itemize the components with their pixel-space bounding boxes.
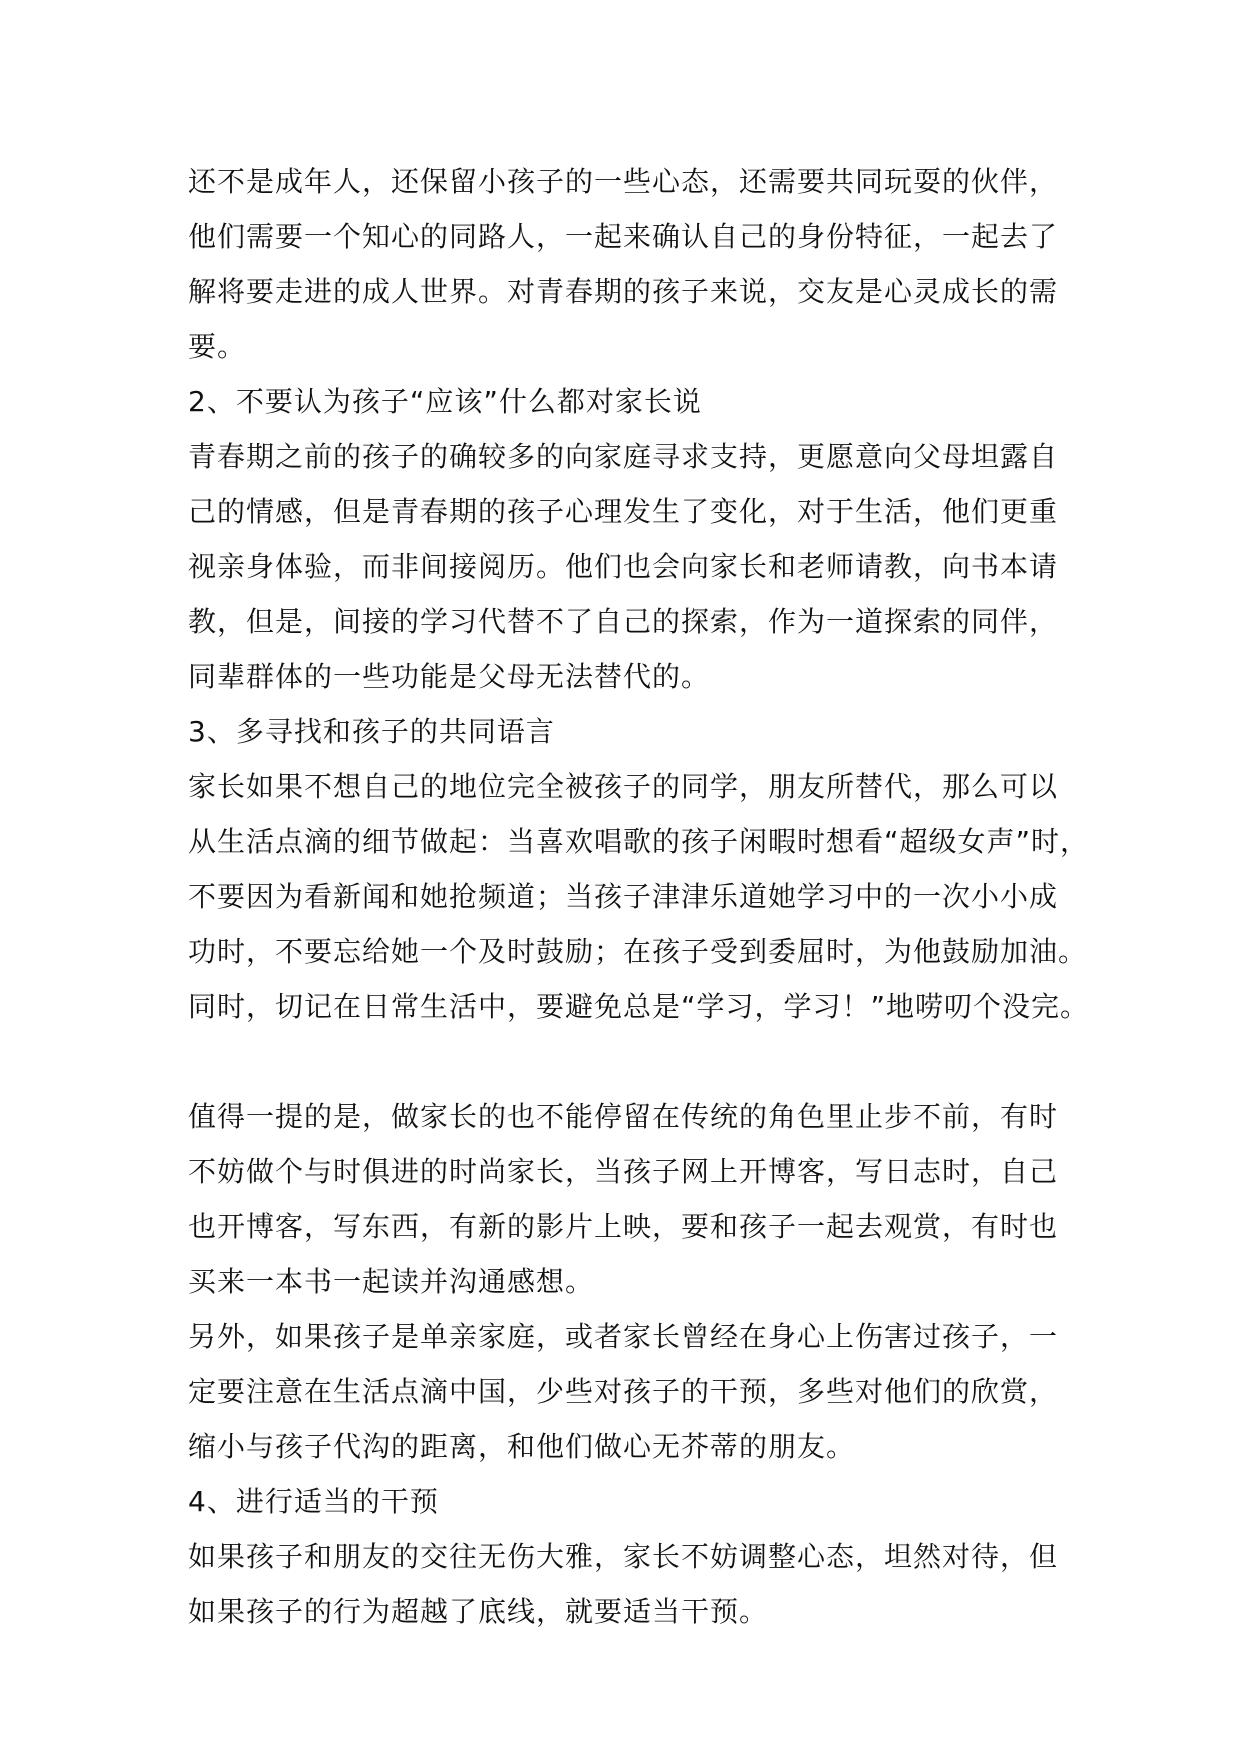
text-line: 同时，切记在日常生活中，要避免总是“学习，学习！”地唠叨个没完。 xyxy=(188,990,1090,1023)
paragraph-gap xyxy=(188,1034,1068,1089)
text-line: 缩小与孩子代沟的距离，和他们做心无芥蒂的朋友。 xyxy=(188,1430,856,1463)
paragraph-modern-parent xyxy=(188,1089,1068,1309)
text-line: 不要因为看新闻和她抢频道；当孩子津津乐道她学习中的一次小小成 xyxy=(188,880,1059,913)
paragraph-peer-needs xyxy=(188,154,1068,374)
text-line: 家长如果不想自己的地位完全被孩子的同学，朋友所替代，那么可以 xyxy=(188,770,1059,803)
text-line: 同辈群体的一些功能是父母无法替代的。 xyxy=(188,660,711,693)
paragraph-intervention xyxy=(188,1529,1068,1639)
document-body xyxy=(188,154,1090,1639)
text-line: 视亲身体验，而非间接阅历。他们也会向家长和老师请教，向书本请 xyxy=(188,550,1059,583)
text-line: 如果孩子和朋友的交往无伤大雅，家长不妨调整心态，坦然对待，但 xyxy=(188,1540,1059,1573)
section-heading-4: 4、进行适当的干预 xyxy=(188,1485,439,1518)
text-line: 也开博客，写东西，有新的影片上映，要和孩子一起去观赏，有时也 xyxy=(188,1210,1059,1243)
text-line: 值得一提的是，做家长的也不能停留在传统的角色里止步不前，有时 xyxy=(188,1100,1059,1133)
text-line: 定要注意在生活点滴中国，少些对孩子的干预，多些对他们的欣赏， xyxy=(188,1375,1059,1408)
text-line: 不妨做个与时俱进的时尚家长，当孩子网上开博客，写日志时，自己 xyxy=(188,1155,1059,1188)
paragraph-adolescent-change xyxy=(188,429,1068,704)
text-line: 从生活点滴的细节做起：当喜欢唱歌的孩子闲暇时想看“超级女声”时， xyxy=(188,825,1090,858)
text-line: 教，但是，间接的学习代替不了自己的探索，作为一道探索的同伴， xyxy=(188,605,1059,638)
text-line: 如果孩子的行为超越了底线，就要适当干预。 xyxy=(188,1595,769,1628)
text-line: 青春期之前的孩子的确较多的向家庭寻求支持，更愿意向父母坦露自 xyxy=(188,440,1059,473)
section-heading-2: 2、不要认为孩子“应该”什么都对家长说 xyxy=(188,385,702,418)
text-line: 他们需要一个知心的同路人，一起来确认自己的身份特征，一起去了 xyxy=(188,220,1059,253)
text-line: 功时，不要忘给她一个及时鼓励；在孩子受到委屈时，为他鼓励加油。 xyxy=(188,935,1088,968)
text-line: 要。 xyxy=(188,330,247,363)
paragraph-single-parent xyxy=(188,1309,1068,1474)
text-line: 己的情感，但是青春期的孩子心理发生了变化，对于生活，他们更重 xyxy=(188,495,1059,528)
text-line: 解将要走进的成人世界。对青春期的孩子来说，交友是心灵成长的需 xyxy=(188,275,1059,308)
section-heading-3: 3、多寻找和孩子的共同语言 xyxy=(188,715,555,748)
text-line: 还不是成年人，还保留小孩子的一些心态，还需要共同玩耍的伙伴， xyxy=(188,165,1059,198)
paragraph-common-language xyxy=(188,759,1090,1034)
text-line: 买来一本书一起读并沟通感想。 xyxy=(188,1265,595,1298)
text-line: 另外，如果孩子是单亲家庭，或者家长曾经在身心上伤害过孩子，一 xyxy=(188,1320,1059,1353)
